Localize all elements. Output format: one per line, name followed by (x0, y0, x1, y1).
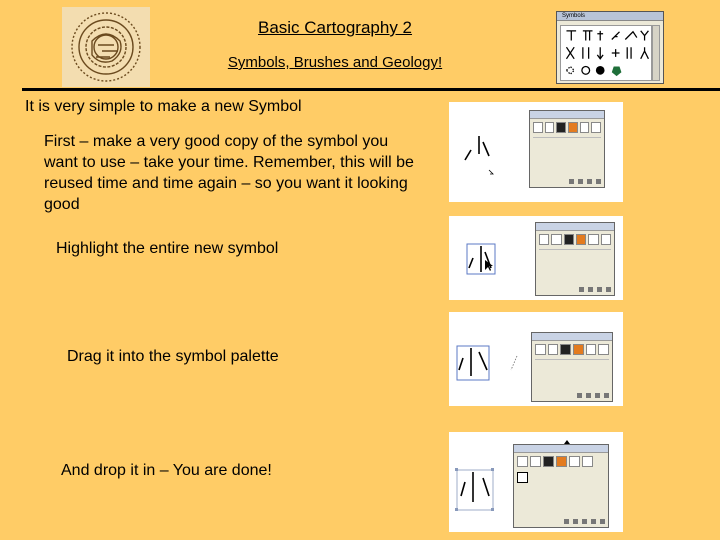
section-heading: It is very simple to make a new Symbol (25, 98, 302, 115)
step-1-screenshot (449, 102, 623, 202)
mini-palette-footer (539, 287, 611, 293)
step-3-screenshot (449, 312, 623, 406)
step-1-palette (529, 110, 605, 188)
symbol-cell (539, 234, 549, 245)
step-4-screenshot (449, 432, 623, 532)
symbol-cell (548, 344, 559, 355)
step-1-text: First – make a very good copy of the symbol you want to use – take your time. Remember, this will be reused time and time again – so you want it looking good (44, 133, 414, 213)
title-divider (22, 88, 720, 91)
mini-palette-footer (533, 179, 601, 185)
mini-palette-body (533, 137, 601, 177)
symbol-cell (568, 122, 578, 133)
symbol-cell (580, 122, 590, 133)
symbol-cell (569, 456, 580, 467)
symbol-cell (573, 344, 584, 355)
symbol-cell (576, 234, 586, 245)
mini-palette-title (536, 223, 614, 231)
symbol-cell (591, 122, 601, 133)
symbol-cell (551, 234, 561, 245)
symbol-cell (530, 456, 541, 467)
step-4-palette (513, 444, 609, 528)
mini-palette-row (532, 341, 612, 357)
symbol-cell (560, 344, 571, 355)
logo-seal-icon (62, 7, 150, 87)
slide-subtitle: Symbols, Brushes and Geology! (227, 54, 443, 71)
symbol-cell (535, 344, 546, 355)
symbol-cell (586, 344, 597, 355)
mini-palette-title (532, 333, 612, 341)
symbol-cell (582, 456, 593, 467)
step-4-text: And drop it in – You are done! (61, 462, 272, 479)
mini-palette-title (514, 445, 608, 453)
symbol-cell (533, 122, 543, 133)
symbol-cell (588, 234, 598, 245)
step-2-palette (535, 222, 615, 296)
step-3-palette (531, 332, 613, 402)
symbol-cell (564, 234, 574, 245)
step-2-screenshot (449, 216, 623, 300)
mini-palette-body (535, 359, 609, 391)
symbol-cell (543, 456, 554, 467)
mini-palette-row (536, 231, 614, 247)
symbol-cell (601, 234, 611, 245)
mini-palette-title (530, 111, 604, 119)
symbol-cell (556, 122, 566, 133)
palette-scrollbar (652, 25, 660, 81)
mini-palette-row (530, 119, 604, 135)
step-3-text: Drag it into the symbol palette (67, 348, 279, 365)
mini-palette-row (514, 453, 608, 469)
symbol-cell (545, 122, 555, 133)
new-symbol-cell (517, 472, 528, 483)
slide-title: Basic Cartography 2 (257, 18, 413, 37)
mini-palette-row-new (514, 469, 608, 485)
symbols-palette-image (556, 11, 664, 84)
symbol-cell (517, 456, 528, 467)
mini-palette-footer (517, 519, 605, 525)
symbol-grid (560, 25, 652, 81)
mini-palette-footer (535, 393, 609, 399)
symbol-cell (556, 456, 567, 467)
step-2-text: Highlight the entire new symbol (56, 240, 279, 257)
symbol-cell (598, 344, 609, 355)
palette-title: Symbols (557, 12, 663, 21)
mini-palette-body (539, 249, 611, 285)
